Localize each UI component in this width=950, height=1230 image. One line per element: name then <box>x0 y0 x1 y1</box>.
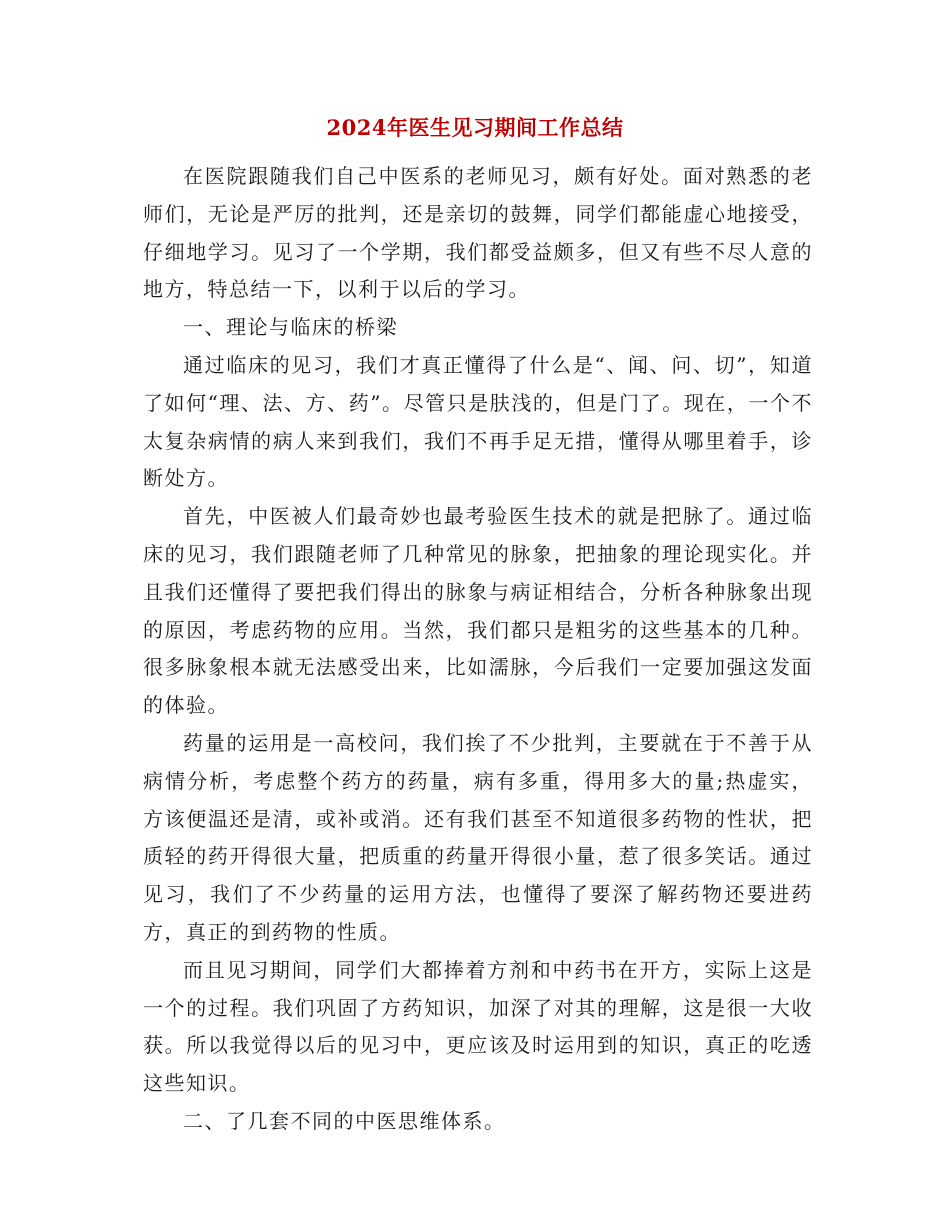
body-paragraph: 药量的运用是一高校问，我们挨了不少批判，主要就在于不善于从病情分析，考虑整个药方的药量，病有多重，得用多大的量;热虚实，方该便温还是清，或补或消。还有我们甚至不知道很多药物的性状，把质轻的药开得很大量，把质重的药量开得很小量，惹了很多笑话。通过见习，我们了不少药量的运用方法，也懂得了要深了解药物还要进药方，真正的到药物的性质。 <box>143 730 813 944</box>
document-title: 2024年医生见习期间工作总结 <box>326 115 624 140</box>
body-paragraph: 通过临床的见习，我们才真正懂得了什么是“、闻、问、切”，知道了如何“理、法、方、药”。尽管只是肤浅的，但是门了。现在，一个不太复杂病情的病人来到我们，我们不再手足无措，懂得从哪里着手，诊断处方。 <box>143 352 813 491</box>
body-paragraph: 首先，中医被人们最奇妙也最考验医生技术的就是把脉了。通过临床的见习，我们跟随老师了几种常见的脉象，把抽象的理论现实化。并且我们还懂得了要把我们得出的脉象与病证相结合，分析各种脉象出现的原因，考虑药物的应用。当然，我们都只是粗劣的这些基本的几种。很多脉象根本就无法感受出来，比如濡脉，今后我们一定要加强这发面的体验。 <box>143 504 813 718</box>
body-paragraph: 而且见习期间，同学们大都捧着方剂和中药书在开方，实际上这是一个的过程。我们巩固了方药知识，加深了对其的理解，这是很一大收获。所以我觉得以后的见习中，更应该及时运用到的知识，真正的吃透这些知识。 <box>143 957 813 1096</box>
document-body <box>143 158 813 1141</box>
intro-paragraph: 在医院跟随我们自己中医系的老师见习，颇有好处。面对熟悉的老师们，无论是严厉的批判，还是亲切的鼓舞，同学们都能虚心地接受，仔细地学习。见习了一个学期，我们都受益颇多，但又有些不尽人意的地方，特总结一下，以利于以后的学习。 <box>143 164 813 302</box>
section-heading-1: 一、理论与临床的桥梁 <box>183 315 398 340</box>
section-heading-2: 二、了几套不同的中医思维体系。 <box>183 1108 506 1133</box>
